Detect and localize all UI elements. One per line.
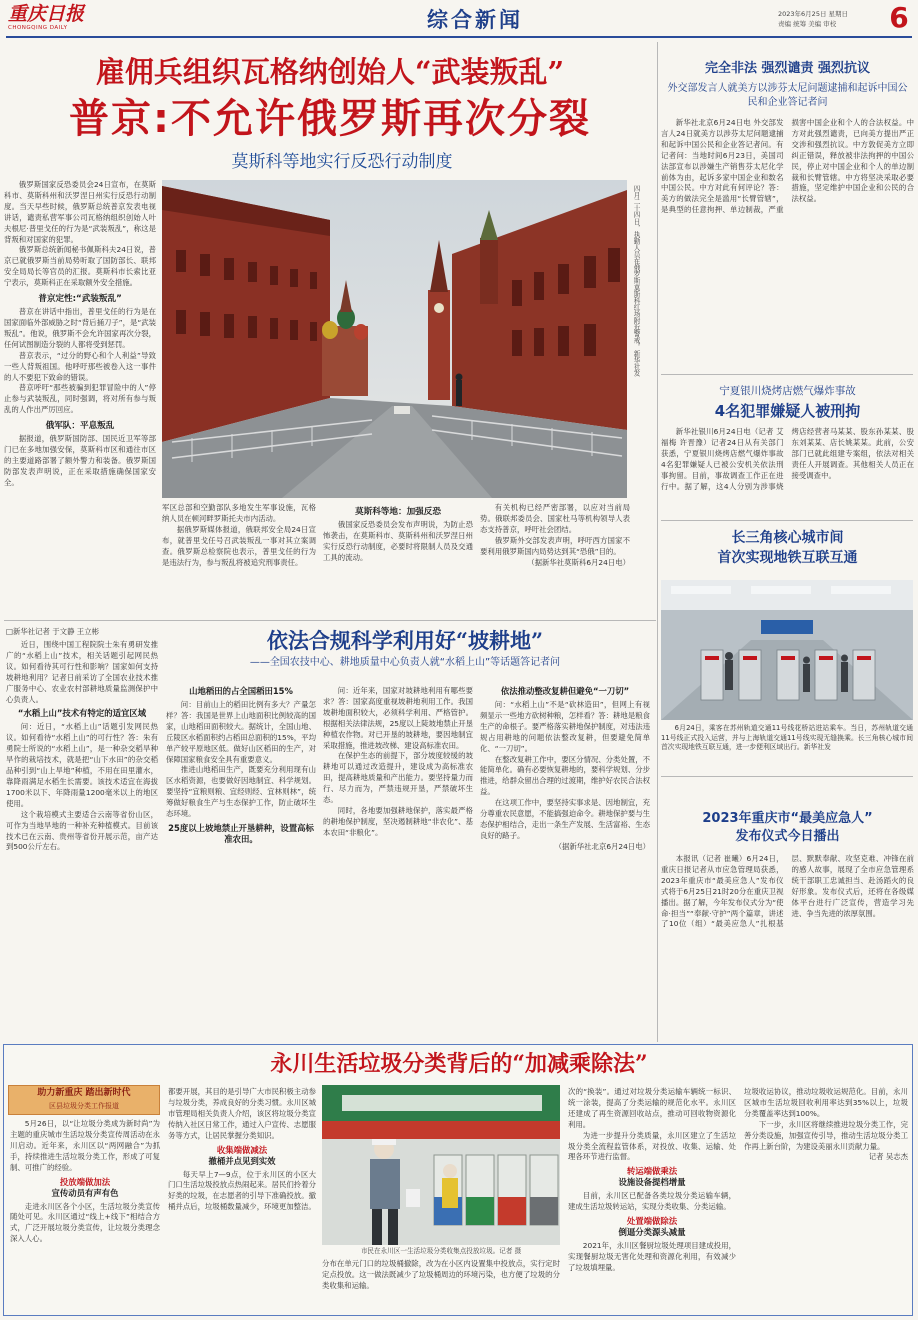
main-paragraph: 俄罗斯外交部发表声明，呼吁西方国家不要利用俄罗斯国内局势达到其“恐俄”目的。 xyxy=(480,535,630,556)
bottom-subheading: 投放端做加法 xyxy=(59,1176,111,1187)
interview-paragraph: 这个栽培模式主要适合云南等省份山区，可作为当地旱地的一种补充种植模式。目前该技术已在云南、贵州等省份开展示范，亩产达到500公斤左右。 xyxy=(6,809,158,852)
main-headline-line2: 普京:不允许俄罗斯再次分裂 xyxy=(69,96,591,142)
bottom-paragraph: 2021年，永川区餐厨垃圾处理项目建成投用，实现餐厨垃圾无害化处理和资源化利用，有效减少了垃圾填埋量。 xyxy=(568,1241,736,1272)
newspaper-logo xyxy=(8,4,98,32)
column-badge xyxy=(8,1085,160,1115)
side4-headline-line2: 发布仪式今日播出 xyxy=(735,829,840,844)
column-divider xyxy=(657,42,658,1042)
side-story-emergency xyxy=(661,780,914,1040)
main-column-3 xyxy=(323,503,473,613)
interview-subheading: 25度以上坡地禁止开垦耕种，设置高标准农田。 xyxy=(168,822,314,844)
side1-kicker: 完全非法 强烈谴责 强烈抗议 xyxy=(704,61,871,76)
side4-text: 本报讯（记者 崔曦）6月24日，重庆日报记者从市应急管理局获悉，2023年重庆市“最美应急人”发布仪式将于6月25日21时20分在重庆卫视播出。据了解，今年发布仪式分为“使命·担当”“奉献·守护”两个篇章，讲述了10位（组）“最美应急人”扎根基层、默默奉献、攻坚克难、冲锋在前的感人故事，展现了全市应急管理系统干部职工忠诚担当、赴汤蹈火的良好形象。发布仪式后，还将在各级媒体平台进行广泛宣传，营造学习先进、争当先进的浓厚氛围。 xyxy=(661,854,914,929)
bottom-column-5 xyxy=(744,1087,908,1313)
interview-paragraph: 在这项工作中，要坚持实事求是、因地制宜，充分尊重农民意愿，不能搞强迫命令。耕地保护要与生态保护相结合，走出一条生产发展、生活富裕、生态良好的路子。 xyxy=(480,798,651,840)
metro-station-photo-art xyxy=(661,580,913,720)
main-column-2 xyxy=(162,503,316,613)
side2-kicker: 宁夏银川烧烤店燃气爆炸事故 xyxy=(719,385,856,397)
interview-paragraph: 在整改复耕工作中，要区分情况、分类处置，不能简单化。确有必要恢复耕地的，要科学规划、分步推进，给群众留出合理的过渡期，维护好农民合法权益。 xyxy=(480,754,651,797)
bottom-paragraph: 次的“换装”。通过对垃圾分类运输车辆统一标识、统一涂装，提高了分类运输的规范化水平。永川区还建成了再生资源回收站点，推动可回收物资源化利用。 xyxy=(568,1087,736,1129)
main-paragraph: 俄罗斯国家反恐委员会24日宣布，在莫斯科市、莫斯科州和沃罗涅日州实行反恐行动制度。当天早些时候，俄罗斯总统普京发表电视讲话，谴责私营军事公司瓦格纳组织创始人叶夫根尼·普里戈任的行为是“武装叛乱”，称这是背叛和对国家的犯罪。 xyxy=(4,180,156,244)
side3-headline-line2: 首次实现地铁互联互通 xyxy=(717,550,858,566)
bottom-subheading: 收集端做减法 xyxy=(216,1144,268,1155)
main-paragraph: 普京表示，“过分的野心和个人利益”导致一些人背叛祖国。他呼吁那些被卷入这一事件的人不要犯下致命的错误。 xyxy=(4,350,156,382)
interview-subhead: ——全国农技中心、耕地质量中心负责人就“水稻上山”等话题答记者问 xyxy=(249,657,561,668)
section-title: 综合新闻 xyxy=(427,7,523,32)
date-line: 2023年6月25日 星期日 xyxy=(778,10,849,18)
bottom-credit: 记者 吴志杰 xyxy=(868,1152,908,1162)
badge-line2: 区县垃圾分类工作报道 xyxy=(49,1102,119,1110)
bottom-subheading: 转运端做乘法 xyxy=(626,1166,678,1177)
bottom-subheading-2: 撤桶并点见到实效 xyxy=(208,1155,276,1166)
main-subheading: 莫斯科等地：加强反恐 xyxy=(355,507,441,517)
main-credit: （据新华社莫斯科6月24日电） xyxy=(527,557,630,567)
main-story xyxy=(0,40,655,620)
main-paragraph: 俄罗斯总统新闻秘书佩斯科夫24日说，普京已就俄罗斯当前局势听取了国防部长、联邦安全局局长等官员的汇报。莫斯科市长索比亚宁表示，莫斯科正在采取额外安全措施。 xyxy=(4,245,156,288)
interview-headline: 依法合规科学利用好“坡耕地” xyxy=(266,628,544,653)
main-headline-line1: 雇佣兵组织瓦格纳创始人“武装叛乱” xyxy=(95,55,565,89)
interview-paragraph: 问：“水稻上山”不是“砍林造田”，但网上有视频显示一些地方砍树种粮，怎样看？答：耕地是粮食生产的命根子。要严格落实耕地保护制度，对违法违规占用耕地的问题依法整改复耕，但要避免简单化、“一刀切”。 xyxy=(480,700,650,753)
interview-column-3 xyxy=(323,676,473,1036)
interview-subheading: 依法推动整改复耕但避免“一刀切” xyxy=(500,686,630,696)
side2-text: 新华社银川6月24日电（记者 艾福梅 许晋豫）记者24日从有关部门获悉，宁夏银川烧烤店燃气爆炸事故4名犯罪嫌疑人已被公安机关依法刑事拘留。目前，事故调查工作正在进行中。据了解，这4人分别为涉事烧烤店经营者马某某、股东孙某某、股东刘某某、店长姚某某。此前，公安部门已就此组建专案组，依法对相关责任人开展调查。其他相关人员正在接受调查中。 xyxy=(661,427,914,491)
interview-paragraph: 问：目前山上的稻田比例有多大？产量怎样？答：我国是世界上山地面积比例较高的国家，山地稻田面积较大。据统计，全国山地、丘陵区水稻面积约占稻田总面积的15%，平均单产较平原地区低。做好山区稻田的生产，对保障国家粮食安全具有重要意义。 xyxy=(166,700,316,764)
section-divider xyxy=(4,620,656,621)
interview-credit: （据新华社北京6月24日电） xyxy=(554,841,650,851)
metro-photo xyxy=(661,580,913,720)
section-divider xyxy=(661,520,913,521)
main-paragraph: 有关机构已经严密部署，以应对当前局势。俄联邦委员会、国家杜马等机构领导人表态支持普京，呼吁社会团结。 xyxy=(480,503,630,534)
bottom-subheading-2: 倒逼分类源头减量 xyxy=(618,1227,686,1238)
bottom-paragraph: 5月26日，以“让垃圾分类成为新时尚”为主题的重庆城市生活垃圾分类宣传周活动在永川启动。近年来，永川区以“两网融合”为抓手，持续推进生活垃圾分类工作，形成了可复制、可推广的经验。 xyxy=(10,1119,160,1172)
bottom-column-3 xyxy=(322,1259,560,1313)
bottom-paragraph: 目前，永川区已配备各类垃圾分类运输车辆，建成生活垃圾转运站，实现分类收集、分类运输。 xyxy=(568,1191,736,1212)
bottom-paragraph: 每天早上7—9点，位于永川区的小区大门口生活垃圾投放点热闹起来。居民们拎着分好类的垃圾，在志愿者的引导下准确投放。撤桶并点后，垃圾桶数量减少，环境更加整洁。 xyxy=(168,1169,316,1212)
interview-paragraph: 在保护生态的前提下，部分坡度较缓的坡耕地可以通过改造提升，建设成为高标准农田，提高耕地质量和产出能力。要坚持量力而行、尽力而为，严禁违规开垦，严禁破坏生态。 xyxy=(323,751,473,805)
main-subheading: 普京定性:“武装叛乱” xyxy=(38,294,122,305)
bottom-subheading-2: 设施设备提档增量 xyxy=(618,1177,686,1188)
bottom-subheading: 处置端做除法 xyxy=(626,1216,678,1227)
interview-story xyxy=(0,622,655,1042)
interview-byline: □新华社记者 于文静 王立彬 xyxy=(6,627,99,636)
bottom-photo-caption: 市民在永川区一生活垃圾分类收集点投放垃圾。记者 摄 xyxy=(360,1247,522,1255)
side-story-metro xyxy=(661,524,914,774)
bottom-paragraph: 下一步，永川区将继续推进垃圾分类工作，完善分类设施，加强宣传引导，推动生活垃圾分类工作再上新台阶，为建设美丽永川贡献力量。 xyxy=(744,1119,908,1151)
editor-line: 责编 统筹 美编 审校 xyxy=(778,20,837,28)
section-divider xyxy=(661,374,913,375)
interview-paragraph: 同时，各地要加强耕地保护，落实最严格的耕地保护制度，坚决遏制耕地“非农化”、基本农田“非粮化”。 xyxy=(323,805,473,837)
interview-column-1 xyxy=(6,640,158,1036)
bottom-photo xyxy=(322,1085,560,1245)
main-subheading: 俄军队：平息叛乱 xyxy=(45,421,115,432)
main-paragraph: 据俄罗斯媒体报道，俄联邦安全局24日宣布，就普里戈任号召武装叛乱一事对其立案调查。俄罗斯总检察院也表示，普里戈任的行为是违法行为，参与叛乱将被追究刑事责任。 xyxy=(162,524,316,567)
main-photo-caption: 四月二十四日，执勤人员在俄罗斯莫斯科红场附近警戒。新华社发 xyxy=(632,185,640,377)
main-paragraph: 军区总部和空勤部队多地发生军事设施，瓦格纳人员在顿河畔罗斯托夫市内活动。 xyxy=(162,503,316,523)
bottom-story-frame xyxy=(3,1044,913,1316)
interview-intro: 近日，围绕中国工程院院士朱有勇研发推广的“水稻上山”技术，相关话题引起网民热议。如何看待其可行性和影响？国家如何支持坡耕地利用？记者日前采访了全国农业技术推广服务中心、农业农村部耕地质量监测保护中心负责人。 xyxy=(6,640,158,704)
bottom-paragraph: 都要开展，其目的是引导广大市民积极主动参与垃圾分类，养成良好的分类习惯。永川区城市管理局相关负责人介绍，该区将垃圾分类宣传纳入社区日常工作，通过入户宣传、志愿服务等方式，让居民掌握分类知识。 xyxy=(168,1087,316,1140)
badge-line1: 助力新重庆 踏出新时代 xyxy=(37,1088,131,1098)
main-paragraph: 普京呼吁“那些被骗到犯罪冒险中的人”停止参与武装叛乱，同时强调，将对所有参与叛乱的人作出严厉回应。 xyxy=(4,383,156,415)
bottom-paragraph: 垃圾收运协议，推动垃圾收运规范化。目前，永川区城市生活垃圾回收利用率达到35%以上，垃圾分类覆盖率达到100%。 xyxy=(744,1087,908,1118)
bottom-headline: 永川生活垃圾分类背后的“加减乘除法” xyxy=(270,1051,648,1077)
interview-subheading: “水稻上山”技术有特定的适宜区域 xyxy=(17,708,147,719)
side3-photo-caption: 6月24日，乘客在苏州轨道交通11号线花桥站进站乘车。当日，苏州轨道交通11号线正式投入运营，并与上海轨道交通11号线实现无缝换乘。长三角核心城市间首次实现地铁互联互通，进一步便利区域出行。新华社发 xyxy=(661,724,913,751)
page-number: 6 xyxy=(889,1,909,34)
masthead-rule xyxy=(6,36,912,38)
side1-text: 新华社北京6月24日电 外交部发言人24日就美方以涉芬太尼问题逮捕和起诉中国公民和企业答记者问。有记者问：当地时间6月23日，美国司法部宣布以涉嫌生产销售芬太尼化学前体为由，起诉多家中国企业和数名中国公民。中方对此有何评论？答：美方的做法完全是滥用“长臂管辖”，是典型的任意拘押、单边制裁，严重损害中国企业和个人的合法权益。中方对此强烈谴责，已向美方提出严正交涉和强烈抗议。中方敦促美方立即纠正错误，释放被非法拘押的中国公民，停止对中国企业和个人的单边制裁和长臂管辖。中方将坚决采取必要措施，坚定维护中国企业和公民的合法权益。 xyxy=(661,118,914,215)
red-square-photo-art xyxy=(162,180,627,498)
interview-column-4 xyxy=(480,676,650,1036)
side-story-fentanyl xyxy=(661,44,914,374)
bottom-column-2 xyxy=(168,1087,316,1313)
bottom-subheading-2: 宣传动员有声有色 xyxy=(51,1187,119,1198)
interview-subheading: 山地稻田的占全国稻田15% xyxy=(189,686,293,696)
main-column-4 xyxy=(480,503,630,613)
garbage-station-photo-art xyxy=(322,1085,560,1245)
main-photo xyxy=(162,180,627,498)
side4-headline-line1: 2023年重庆市“最美应急人” xyxy=(702,811,873,826)
main-paragraph: 俄国家反恐委员会发布声明说，为防止恐怖袭击，在莫斯科市、莫斯科州和沃罗涅日州实行反恐行动制度，必要时将限制人员及交通工具的流动。 xyxy=(323,520,473,562)
bottom-paragraph: 走进永川区各个小区，生活垃圾分类宣传随处可见。永川区通过“线上+线下”相结合方式，广泛开展垃圾分类宣传，让垃圾分类理念深入人心。 xyxy=(10,1201,160,1244)
interview-column-2 xyxy=(166,676,316,1036)
side3-headline-line1: 长三角核心城市间 xyxy=(731,530,844,546)
main-paragraph: 据报道，俄罗斯国防部、国民近卫军等部门已在多地加强安保，莫斯科市区和通往市区的主要道路部署了额外警力和装备。俄罗斯国防部发表声明说，正在采取措施确保国家安全。 xyxy=(4,434,156,487)
main-column-1 xyxy=(4,180,156,610)
side-story-yinchuan xyxy=(661,378,914,518)
bottom-paragraph: 为进一步提升分类质量，永川区建立了生活垃圾分类全流程监管体系，对投放、收集、运输、处理各环节进行监督。 xyxy=(568,1130,736,1162)
logo-text: 重庆日报 xyxy=(8,3,85,25)
interview-paragraph: 推进山地稻田生产，既要充分利用现有山区水稻资源，也要做好因地制宜、科学规划。要坚持“宜粮则粮、宜经则经、宜林则林”，统筹做好粮食生产与生态保护工作，防止破坏生态环境。 xyxy=(166,765,316,819)
interview-paragraph: 问：近年来，国家对坡耕地利用有哪些要求？答：国家高度重视坡耕地利用工作。我国坡耕地面积较大，必须科学利用、严格管护。根据相关法律法规，25度以上陡坡地禁止开垦种植农作物。对已开垦的坡耕地，要因地制宜采取措施，推进坡改梯、建设高标准农田。 xyxy=(323,686,473,750)
bottom-column-4 xyxy=(568,1087,736,1313)
masthead xyxy=(0,0,918,38)
bottom-paragraph: 分布在单元门口的垃圾桶撤除，改为在小区内设置集中投放点，实行定时定点投放。这一做法既减少了垃圾桶周边的环境污染，也方便了垃圾的分类收集和运输。 xyxy=(322,1259,560,1290)
interview-paragraph: 问：近日，“水稻上山”话题引发网民热议。如何看待“水稻上山”的可行性？答：朱有勇院士所说的“水稻上山”，是一种杂交稻旱种旱作的栽培技术，就是把“山下水田”的杂交稻品种引到“山上旱地”种植，不用在田里灌水，靠降雨满足水稻生长需要。该技术适宜在海拔1700米以下、年降雨量1200毫米以上的地区使用。 xyxy=(6,722,158,808)
main-subhead: 莫斯科等地实行反恐行动制度 xyxy=(231,152,453,172)
section-divider xyxy=(661,776,913,777)
main-paragraph: 普京在讲话中指出，普里戈任的行为是在国家面临外部威胁之时“背后捅刀子”，是“武装叛乱”。他说，俄罗斯不会允许国家再次分裂，任何试图制造分裂的人都将受到惩罚。 xyxy=(4,307,156,349)
bottom-column-1 xyxy=(10,1119,160,1314)
side1-headline: 外交部发言人就美方以涉芬太尼问题逮捕和起诉中国公民和企业答记者问 xyxy=(667,83,908,108)
side2-headline: 4名犯罪嫌疑人被刑拘 xyxy=(714,402,861,420)
logo-sub: CHONGQING DAILY xyxy=(8,25,68,31)
